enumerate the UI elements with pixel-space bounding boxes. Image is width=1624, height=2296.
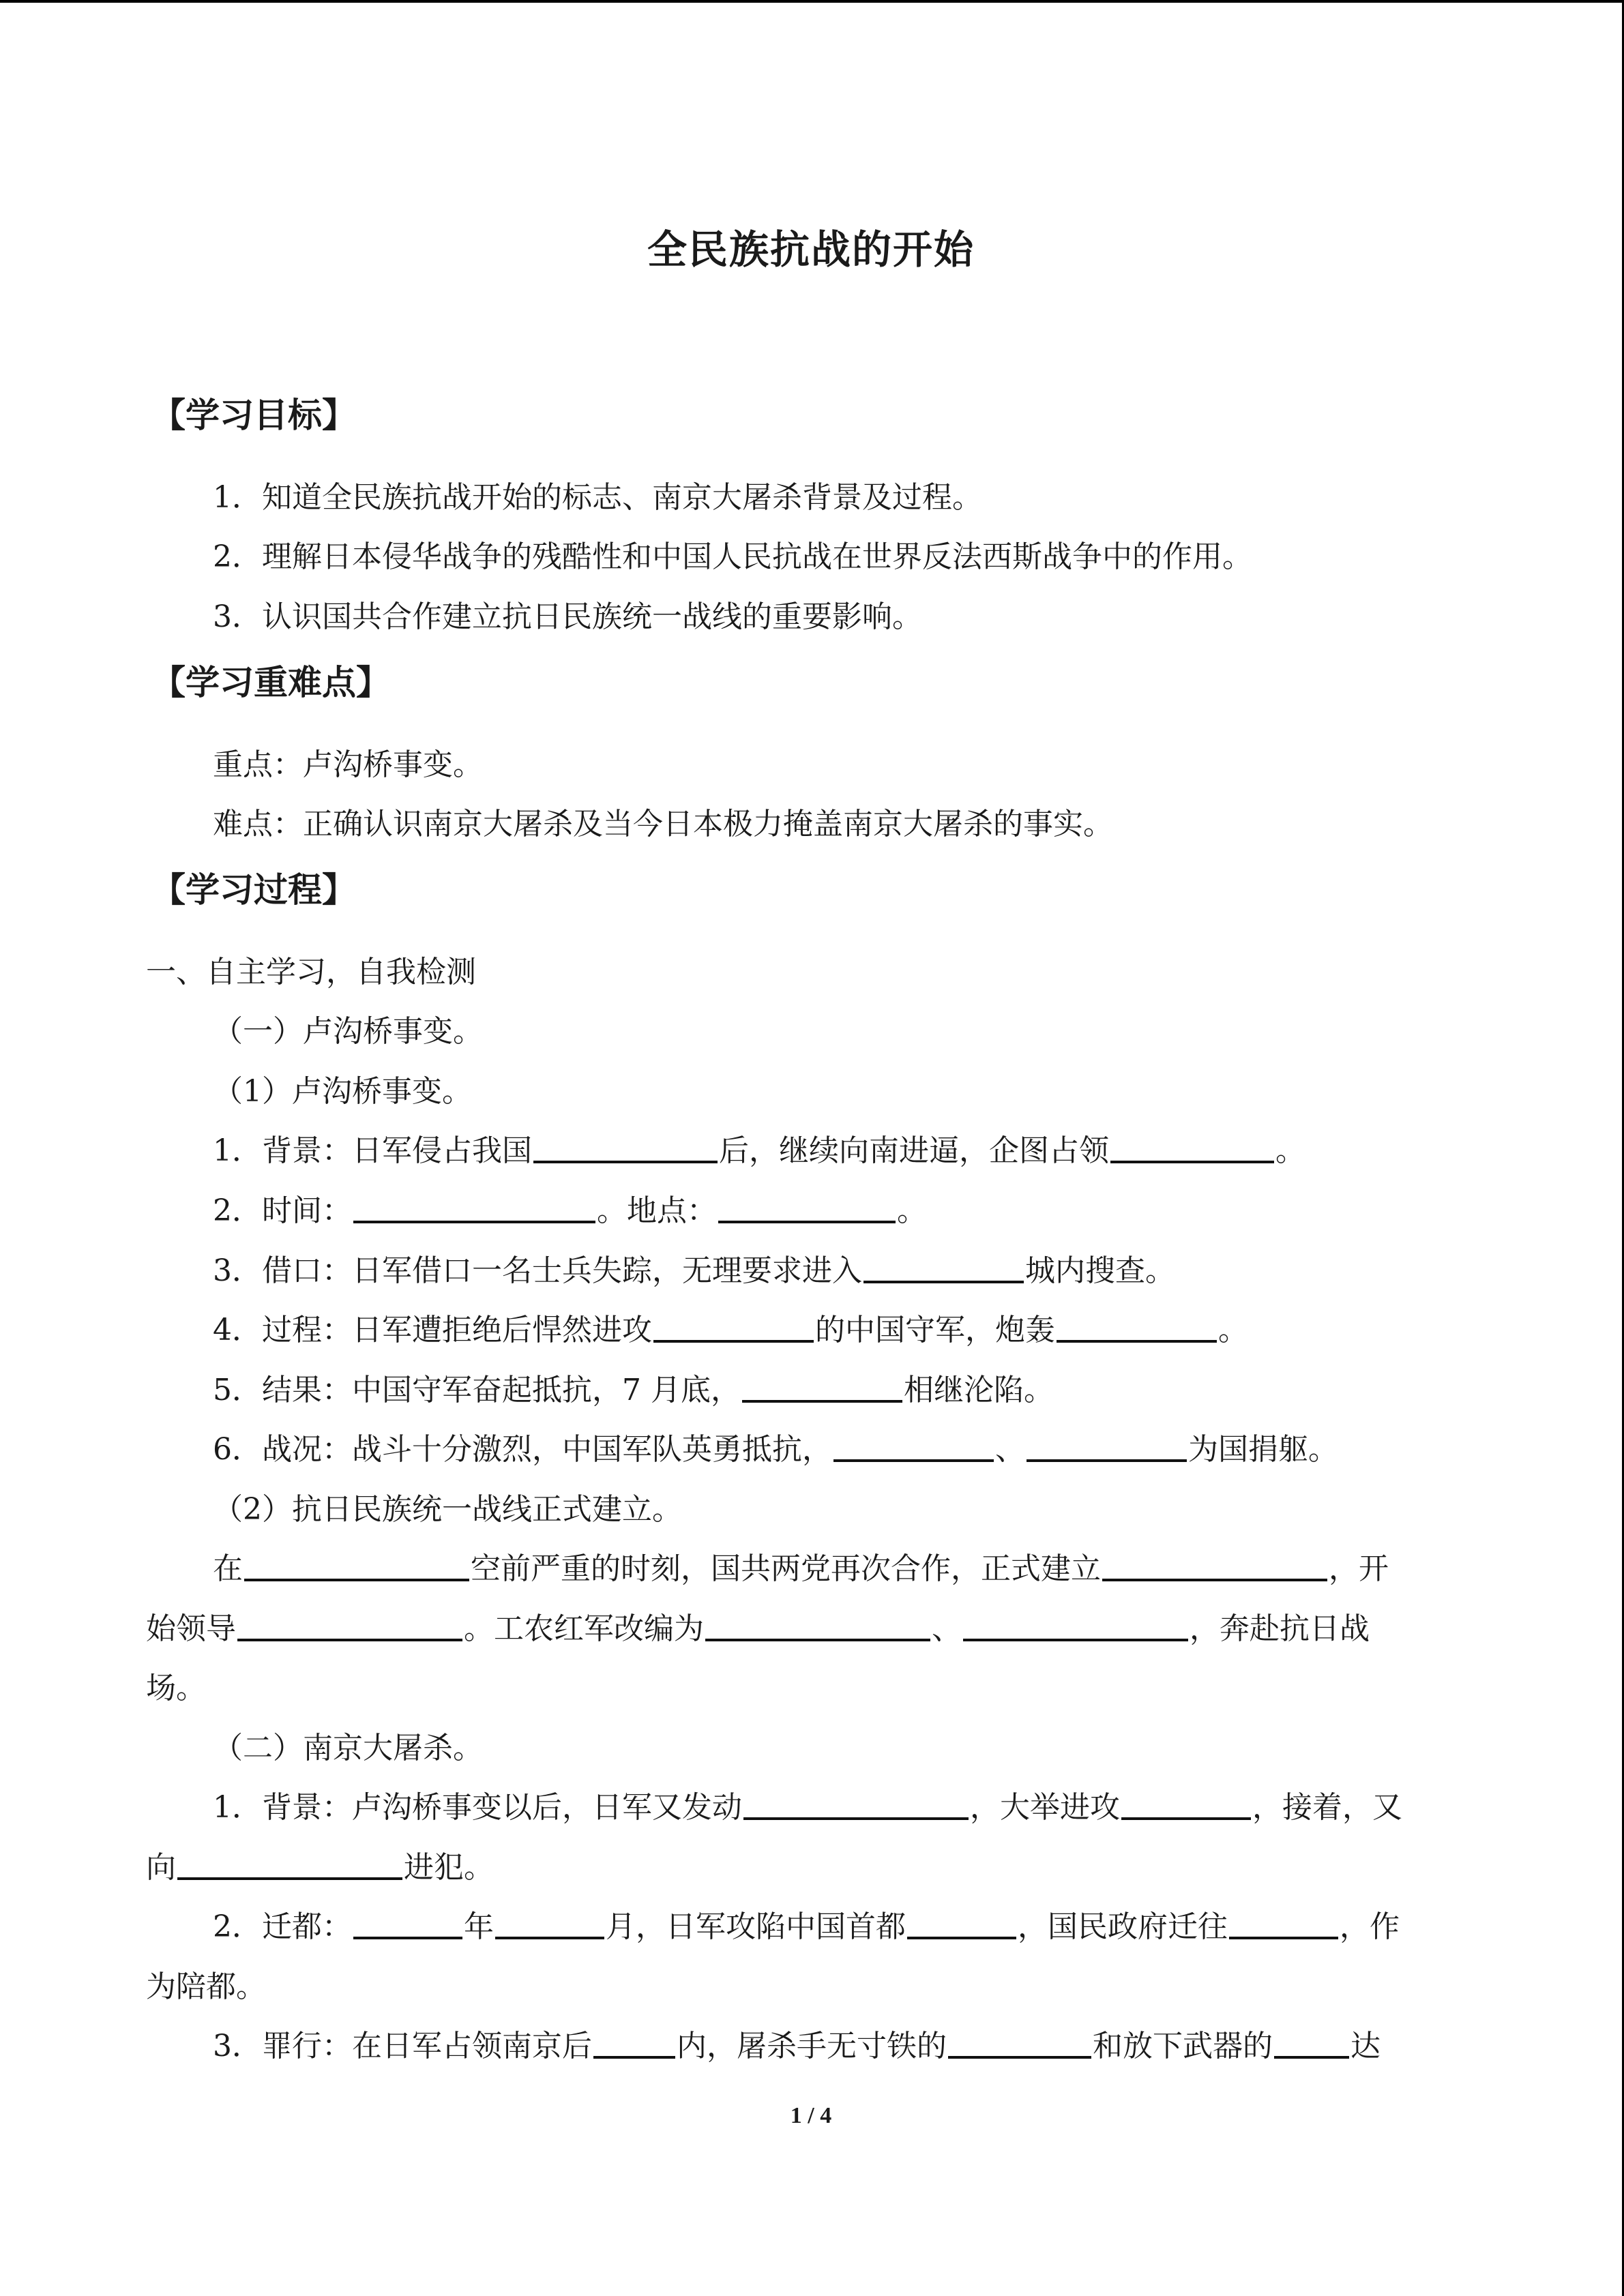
answer-blank[interactable]: [1057, 1313, 1217, 1343]
answer-blank[interactable]: [863, 1253, 1024, 1283]
answer-blank[interactable]: [963, 1611, 1188, 1641]
difficult-point: 难点：正确认识南京大屠杀及当今日本极力掩盖南京大屠杀的事实。: [213, 807, 1113, 841]
answer-blank[interactable]: [495, 1909, 604, 1939]
question-text: 1．背景：日军侵占我国: [213, 1133, 532, 1168]
paragraph-united-front-line2: [146, 1609, 1370, 1650]
page-number: 1 / 4: [790, 2103, 832, 2128]
goal-item-3: 3．认识国共合作建立抗日民族统一战线的重要影响。: [213, 599, 922, 634]
answer-blank[interactable]: [1121, 1790, 1251, 1820]
answer-blank[interactable]: [1027, 1432, 1187, 1462]
question-text: 。: [1218, 1313, 1248, 1347]
answer-blank[interactable]: [353, 1193, 595, 1223]
answer-blank[interactable]: [743, 1790, 969, 1820]
question-text: 、: [995, 1432, 1025, 1467]
question-result: [213, 1370, 1054, 1411]
question-text: 2．时间：: [213, 1193, 352, 1228]
question-text: 后，继续向南进逼，企图占领: [719, 1133, 1109, 1168]
answer-blank[interactable]: [742, 1373, 902, 1403]
question-battle: [213, 1429, 1338, 1470]
question-process: [213, 1310, 1248, 1351]
answer-blank[interactable]: [593, 2029, 675, 2059]
subsection-1-1-heading: （1）卢沟桥事变。: [213, 1074, 472, 1109]
nanjing-background-line1: [213, 1787, 1402, 1828]
question-text: 空前严重的时刻，国共两党再次合作，正式建立: [471, 1551, 1101, 1586]
question-text: 6．战况：战斗十分激烈，中国军队英勇抵抗，: [213, 1432, 832, 1467]
answer-blank[interactable]: [653, 1313, 814, 1343]
nanjing-crimes-line1: [213, 2026, 1381, 2067]
question-text: 向: [146, 1850, 176, 1885]
question-text: 达: [1350, 2029, 1381, 2063]
answer-blank[interactable]: [718, 1193, 896, 1223]
heading-learning-process: 【学习过程】: [151, 870, 356, 910]
paragraph-united-front-line3: 场。: [146, 1671, 206, 1705]
answer-blank[interactable]: [1110, 1133, 1274, 1163]
question-text: 3．罪行：在日军占领南京后: [213, 2029, 592, 2063]
nanjing-background-line2: [146, 1847, 494, 1888]
answer-blank[interactable]: [948, 2029, 1091, 2059]
answer-blank[interactable]: [1274, 2029, 1349, 2059]
question-text: ，作: [1340, 1909, 1400, 1944]
question-text: 。: [897, 1193, 927, 1228]
answer-blank[interactable]: [353, 1909, 462, 1939]
question-text: 为国捐躯。: [1188, 1432, 1338, 1467]
question-text: 、: [932, 1611, 962, 1646]
question-text: 。: [1275, 1133, 1305, 1168]
nanjing-capital-line2: 为陪都。: [146, 1969, 266, 2004]
question-text: 相继沦陷。: [903, 1373, 1054, 1407]
question-text: 内，屠杀手无寸铁的: [677, 2029, 947, 2063]
goal-item-2: 2．理解日本侵华战争的残酷性和中国人民抗战在世界反法西斯战争中的作用。: [213, 539, 1252, 574]
answer-blank[interactable]: [705, 1611, 930, 1641]
question-text: 年: [464, 1909, 494, 1944]
answer-blank[interactable]: [177, 1850, 402, 1880]
answer-blank[interactable]: [1102, 1551, 1327, 1581]
answer-blank[interactable]: [833, 1432, 994, 1462]
question-text: ，国民政府迁往: [1018, 1909, 1228, 1944]
answer-blank[interactable]: [1229, 1909, 1338, 1939]
answer-blank[interactable]: [907, 1909, 1016, 1939]
question-text: 4．过程：日军遭拒绝后悍然进攻: [213, 1313, 652, 1347]
question-text: ，接着，又: [1252, 1790, 1402, 1825]
page-title: 全民族抗战的开始: [647, 226, 975, 273]
question-text: 。工农红军改编为: [464, 1611, 704, 1646]
goal-item-1: 1．知道全民族抗战开始的标志、南京大屠杀背景及过程。: [213, 480, 982, 515]
paragraph-united-front-line1: [213, 1549, 1389, 1590]
question-text: 。地点：: [597, 1193, 717, 1228]
subsection-2-heading: （二）南京大屠杀。: [213, 1731, 483, 1765]
question-background: [213, 1131, 1305, 1172]
question-text: 始领导: [146, 1611, 236, 1646]
question-text: 城内搜查。: [1025, 1253, 1175, 1288]
heading-learning-goals: 【学习目标】: [151, 396, 356, 435]
question-text: 和放下武器的: [1093, 2029, 1273, 2063]
question-text: 3．借口：日军借口一名士兵失踪，无理要求进入: [213, 1253, 862, 1288]
question-text: 的中国守军，炮轰: [815, 1313, 1055, 1347]
part-one-heading: 一、自主学习，自我检测: [146, 955, 476, 989]
question-pretext: [213, 1251, 1175, 1292]
answer-blank[interactable]: [533, 1133, 718, 1163]
heading-key-points: 【学习重难点】: [151, 663, 390, 702]
question-text: ，大举进攻: [970, 1790, 1120, 1825]
subsection-1-heading: （一）卢沟桥事变。: [213, 1014, 483, 1049]
subsection-1-2-heading: （2）抗日民族统一战线正式建立。: [213, 1492, 682, 1527]
question-text: 5．结果：中国守军奋起抵抗，7 月底，: [213, 1373, 741, 1407]
answer-blank[interactable]: [237, 1611, 462, 1641]
answer-blank[interactable]: [244, 1551, 469, 1581]
key-point: 重点：卢沟桥事变。: [213, 747, 483, 782]
question-text: 2．迁都：: [213, 1909, 352, 1944]
question-text: 1．背景：卢沟桥事变以后，日军又发动: [213, 1790, 742, 1825]
question-text: ，奔赴抗日战: [1190, 1611, 1370, 1646]
nanjing-capital-line1: [213, 1907, 1400, 1948]
question-text: 月，日军攻陷中国首都: [606, 1909, 906, 1944]
question-text: 进犯。: [404, 1850, 494, 1885]
question-time-place: [213, 1191, 927, 1232]
question-text: ，开: [1329, 1551, 1389, 1586]
question-text: 在: [213, 1551, 243, 1586]
